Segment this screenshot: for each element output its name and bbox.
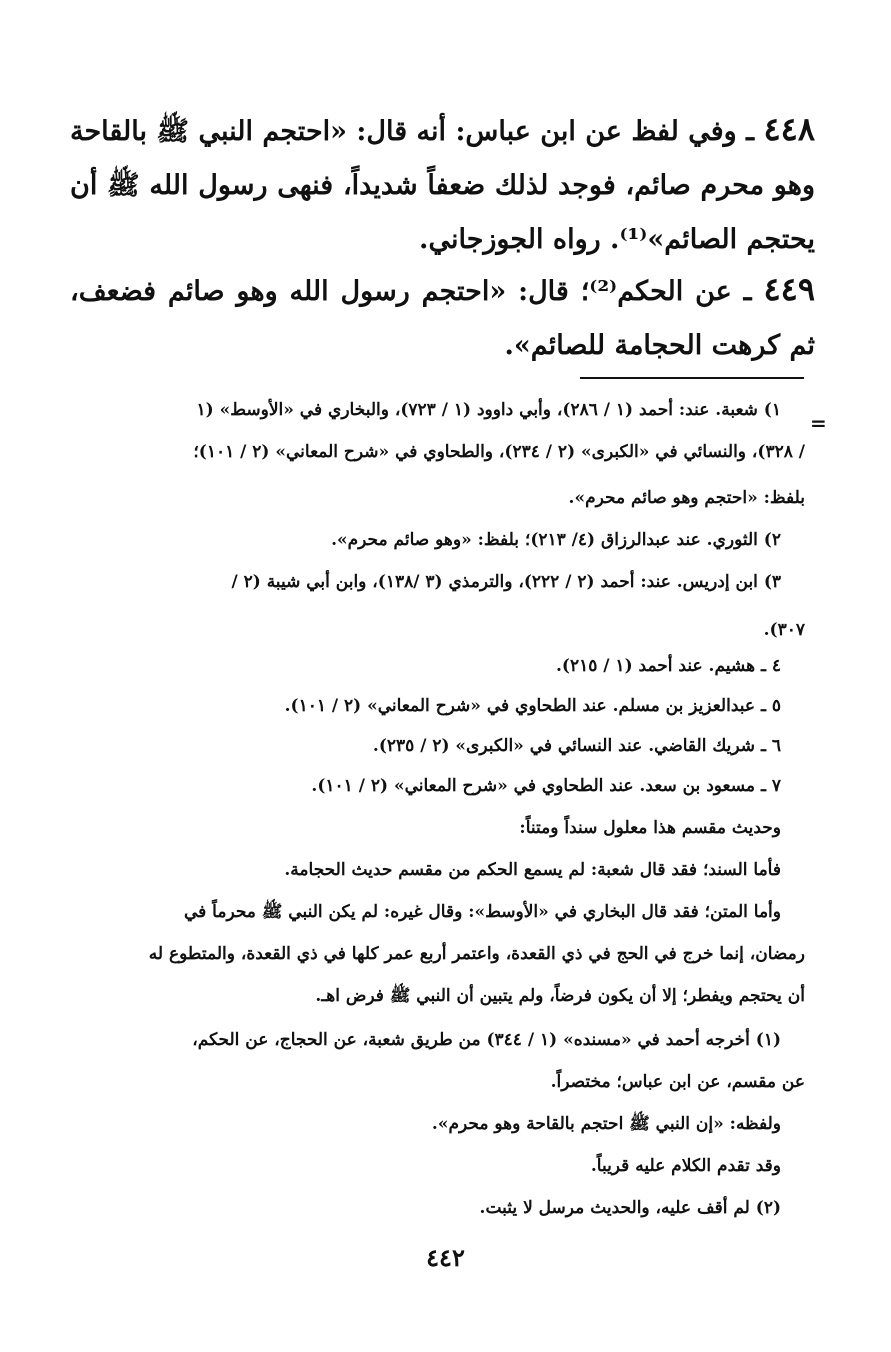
hadith-text: ـ وفي لفظ عن ابن عباس: أنه قال: «احتجم النبي ﷺ بالقاحة وهو محرم صائم، فوجد لذلك ضعفاً شديداً، فنهى رسول الله ﷺ أن يحتجم الصائم»⁽¹⁾. رواه الجوزجاني.	[70, 116, 815, 255]
footnote-line: بلفظ: «احتجم وهو صائم محرم».	[568, 488, 805, 508]
footnote-line: أن يحتجم ويفطر؛ إلا أن يكون فرضاً، ولم يتبين أن النبي ﷺ فرض اهـ.	[315, 986, 805, 1006]
hadith-text: ـ عن الحكم⁽²⁾؛ قال: «احتجم رسول الله وهو صائم فضعف، ثم كرهت الحجامة للصائم».	[70, 276, 815, 361]
page-number: ٤٤٢	[426, 1243, 465, 1272]
footnote-line: ٦ ـ شريك القاضي. عند النسائي في «الكبرى» (٢ / ٢٣٥).	[372, 736, 781, 756]
footnote-line: (١) أخرجه أحمد في «مسنده» (١ / ٣٤٤) من طريق شعبة، عن الحجاج، عن الحكم،	[192, 1030, 781, 1050]
paragraph-449	[70, 262, 815, 373]
footnote-line: ٣) ابن إدريس. عند: أحمد (٢ / ٢٢٢)، والترمذي (٣ /١٣٨)، وابن أبي شيبة (٢ /	[231, 572, 781, 592]
footnote-line: ٥ ـ عبدالعزيز بن مسلم. عند الطحاوي في «شرح المعاني» (٢ / ١٠١).	[284, 696, 781, 716]
hadith-number: ٤٤٩	[763, 270, 815, 308]
footnote-line: عن مقسم، عن ابن عباس؛ مختصراً.	[550, 1072, 805, 1092]
hadith-number: ٤٤٨	[763, 110, 815, 148]
footnote-line: / ٣٢٨)، والنسائي في «الكبرى» (٢ / ٢٣٤)، والطحاوي في «شرح المعاني» (٢ / ١٠١)؛	[193, 442, 805, 462]
footnote-line: ولفظه: «إن النبي ﷺ احتجم بالقاحة وهو محرم».	[431, 1114, 781, 1134]
footnote-line: وقد تقدم الكلام عليه قريباً.	[590, 1156, 781, 1176]
footnote-line: ٧ ـ مسعود بن سعد. عند الطحاوي في «شرح المعاني» (٢ / ١٠١).	[311, 776, 781, 796]
footnote-line: (٢) لم أقف عليه، والحديث مرسل لا يثبت.	[479, 1198, 781, 1218]
footnote-line: رمضان، إنما خرج في الحج في ذي القعدة، واعتمر أربع عمر كلها في ذي القعدة، والمتطوع له	[148, 944, 805, 964]
footnote-line: وأما المتن؛ فقد قال البخاري في «الأوسط»: وقال غيره: لم يكن النبي ﷺ محرماً في	[183, 902, 781, 922]
paragraph-448	[70, 102, 815, 267]
continuation-mark: =	[810, 411, 827, 435]
footnote-line: وحديث مقسم هذا معلول سنداً ومتناً:	[519, 818, 781, 838]
footnote-line: ١) شعبة. عند: أحمد (١ / ٢٨٦)، وأبي داوود (١ / ٧٢٣)، والبخاري في «الأوسط» (١	[196, 400, 781, 420]
footnote-separator	[580, 377, 804, 379]
footnote-line: فأما السند؛ فقد قال شعبة: لم يسمع الحكم من مقسم حديث الحجامة.	[284, 860, 781, 880]
footnote-line: ٤ ـ هشيم. عند أحمد (١ / ٢١٥).	[556, 656, 781, 676]
footnote-line: ٣٠٧).	[763, 620, 805, 640]
footnote-line: ٢) الثوري. عند عبدالرزاق (٤/ ٢١٣)؛ بلفظ: «وهو صائم محرم».	[331, 530, 781, 550]
